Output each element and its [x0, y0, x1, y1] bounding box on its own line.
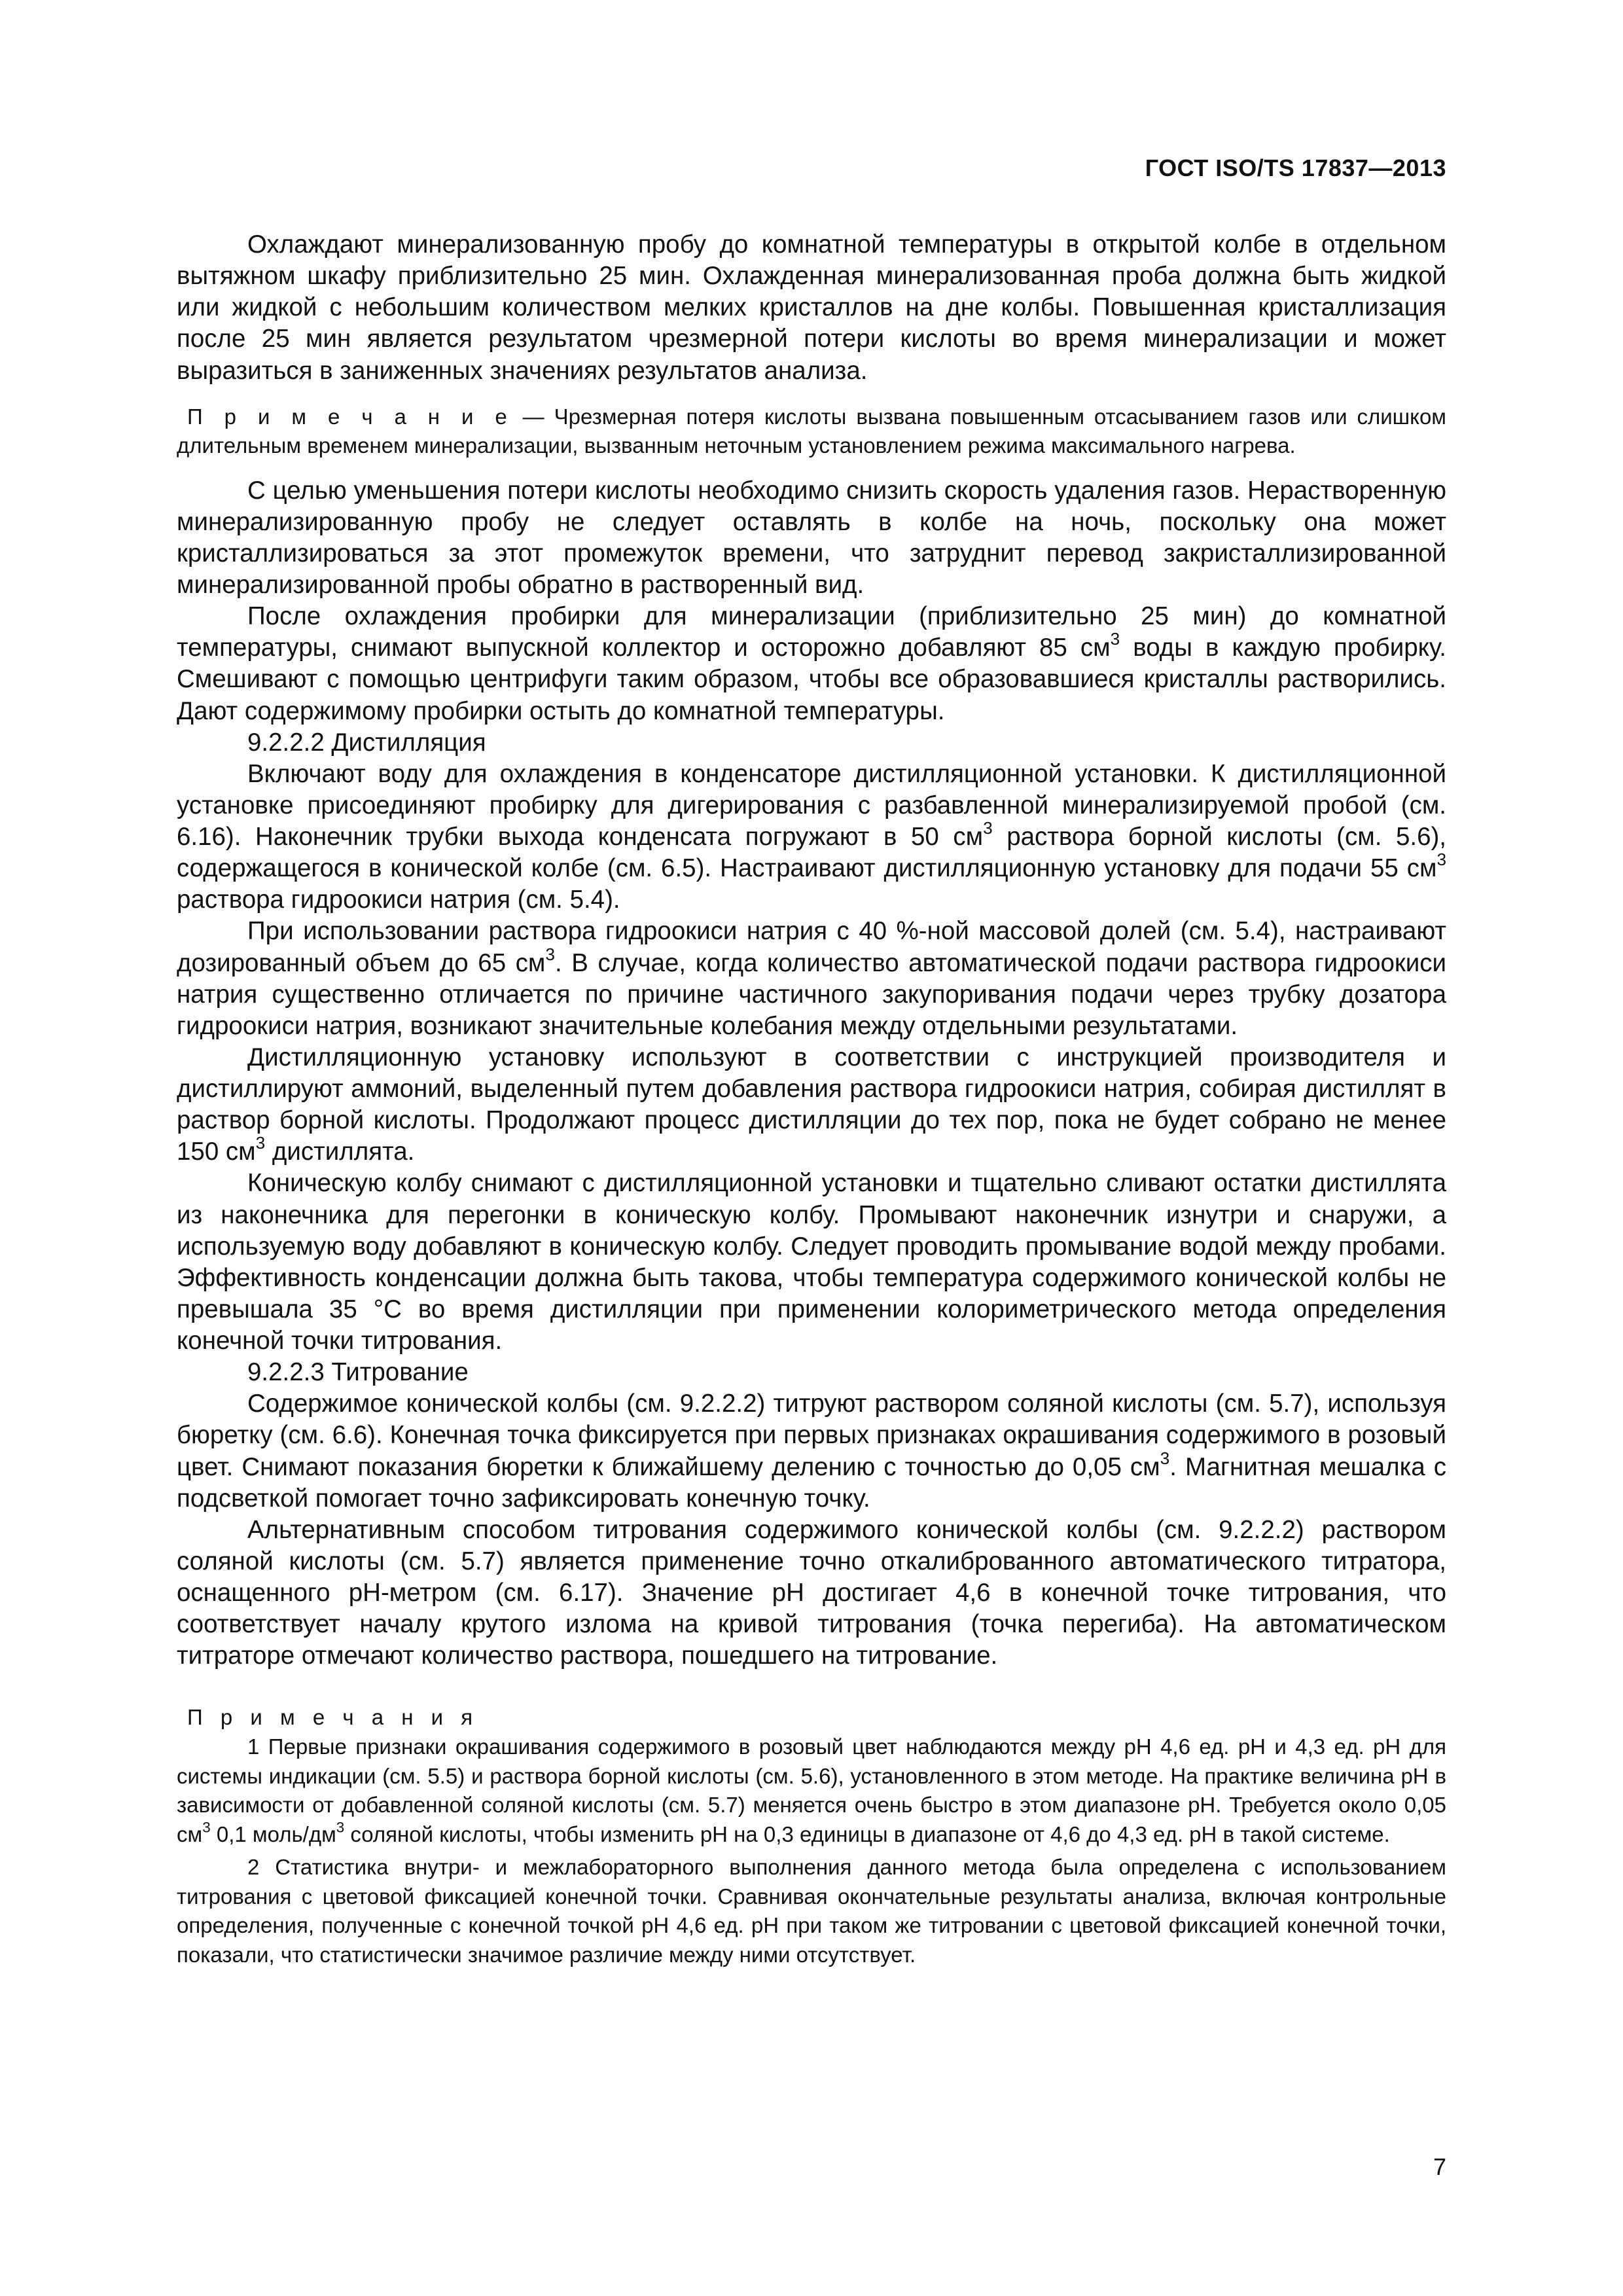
document-body [177, 229, 1446, 1969]
note-item-1: 1 Первые признаки окрашивания содержимого в розовый цвет наблюдаются между рН 4,6 ед. рН и 4,3 ед. рН для системы индикации (см. 5.5) и раствора борной кислоты (см. 5.6), установленного в этом методе. На практике величина рН в зависимости от добавленной соляной кислоты (см. 5.7) меняется очень быстро в этом диапазоне рН. Требуется около 0,05 $см^3$ 0,1 моль/$дм^3$ соляной кислоты, чтобы изменить рН на 0,3 единицы в диапазоне от 4,6 до 4,3 ед. рН в такой системе. [177, 1734, 1446, 1846]
note-label: П р и м е ч а н и е [187, 404, 513, 429]
heading-titration: 9.2.2.3 Титрование [247, 1358, 469, 1387]
paragraph-titration: Содержимое конической колбы (см. 9.2.2.2) титруют раствором соляной кислоты (см. 5.7), используя бюретку (см. 6.6). Конечная точка фиксируется при первых признаках окрашивания содержимого в розовый цвет. Снимают показания бюретки к ближайшему делению с точностью до 0,05 $см^3$. Магнитная мешалка с подсветкой помогает точно зафиксировать конечную точку. [177, 1390, 1446, 1513]
paragraph-cooling: Охлаждают минерализованную пробу до комнатной температуры в открытой колбе в отдельном вытяжном шкафу приблизительно 25 мин. Охлажденная минерализованная проба должна быть жидкой или жидкой с небольшим количеством мелких кристаллов на дне колбы. Повышенная кристаллизация после 25 мин является результатом чрезмерной потери кислоты во время минерализации и может выразиться в заниженных значениях результатов анализа. [177, 230, 1446, 385]
notes-title: П р и м е ч а н и я [187, 1705, 479, 1730]
document-header: ГОСТ ISO/TS 17837—2013 [1145, 154, 1446, 181]
paragraph-after-cooling: После охлаждения пробирки для минерализации (приблизительно 25 мин) до комнатной температуры, снимают выпускной коллектор и осторожно добавляют 85 $см^3$ воды в каждую пробирку. Смешивают с помощью центрифуги таким образом, чтобы все образовавшиеся кристаллы растворились. Дают содержимому пробирки остыть до комнатной температуры. [177, 602, 1446, 725]
paragraph-distillation-process: Дистилляционную установку используют в соответствии с инструкцией производителя и дистиллируют аммоний, выделенный путем добавления раствора гидроокиси натрия, собирая дистиллят в раствор борной кислоты. Продолжают процесс дистилляции до тех пор, пока не будет собрано не менее 150 $см^3$ дистиллята. [177, 1043, 1446, 1166]
note-item-2: 2 Статистика внутри- и межлабораторного выполнения данного метода была определена с использованием титрования с цветовой фиксацией конечной точки. Сравнивая окончательные результаты анализа, включая контрольные определения, полученные с конечной точкой рН 4,6 ед. рН при таком же титровании с цветовой фиксацией конечной точки, показали, что статистически значимое различие между ними отсутствует. [177, 1855, 1446, 1967]
paragraph-sodium-hydroxide: При использовании раствора гидроокиси натрия с 40 %-ной массовой долей (см. 5.4), настраивают дозированный объем до 65 $см^3$. В случае, когда количество автоматической подачи раствора гидроокиси натрия существенно отличается по причине частичного закупоривания подачи через трубку дозатора гидроокиси натрия, возникают значительные колебания между отдельными результатами. [177, 917, 1446, 1040]
note-text: — Чрезмерная потеря кислоты вызвана повышенным отсасыванием газов или слишком длительным временем минерализации, вызванным неточным установлением режима максимального нагрева. [177, 404, 1446, 458]
paragraph-distillation-setup: Включают воду для охлаждения в конденсаторе дистилляционной установки. К дистилляционной установке присоединяют пробирку для дигерирования с разбавленной минерализируемой пробой (см. 6.16). Наконечник трубки выхода конденсата погружают в 50 $см^3$ раствора борной кислоты (см. 5.6), содержащегося в конической колбе (см. 6.5). Настраивают дистилляционную установку для подачи 55 $см^3$ раствора гидроокиси натрия (см. 5.4). [177, 759, 1446, 914]
heading-distillation: 9.2.2.2 Дистилляция [247, 728, 486, 757]
page-number: 7 [1433, 2153, 1446, 2180]
paragraph-gas-removal: С целью уменьшения потери кислоты необходимо снизить скорость удаления газов. Нерастворенную минерализированную пробу не следует оставлять в колбе на ночь, поскольку она может кристаллизироваться за этот промежуток времени, что затруднит перевод закристаллизированной минерализированной пробы обратно в растворенный вид. [177, 476, 1446, 600]
note-excess-acid-loss [177, 403, 1446, 461]
paragraph-alternative-titration: Альтернативным способом титрования содержимого конической колбы (см. 9.2.2.2) раствором соляной кислоты (см. 5.7) является применение точно откалиброванного автоматического титратора, оснащенного рН-метром (см. 6.17). Значение рН достигает 4,6 в конечной точке титрования, что соответствует началу крутого излома на кривой титрования (точка перегиба). На автоматическом титраторе отмечают количество раствора, пошедшего на титрование. [177, 1515, 1446, 1670]
paragraph-conical-flask: Коническую колбу снимают с дистилляционной установки и тщательно сливают остатки дистиллята из наконечника для перегонки в коническую колбу. Промывают наконечник изнутри и снаружи, а используемую воду добавляют в коническую колбу. Следует проводить промывание водой между пробами. Эффективность конденсации должна быть такова, чтобы температура содержимого конической колбы не превышала 35 °С во время дистилляции при применении колориметрического метода определения конечной точки титрования. [177, 1169, 1446, 1355]
